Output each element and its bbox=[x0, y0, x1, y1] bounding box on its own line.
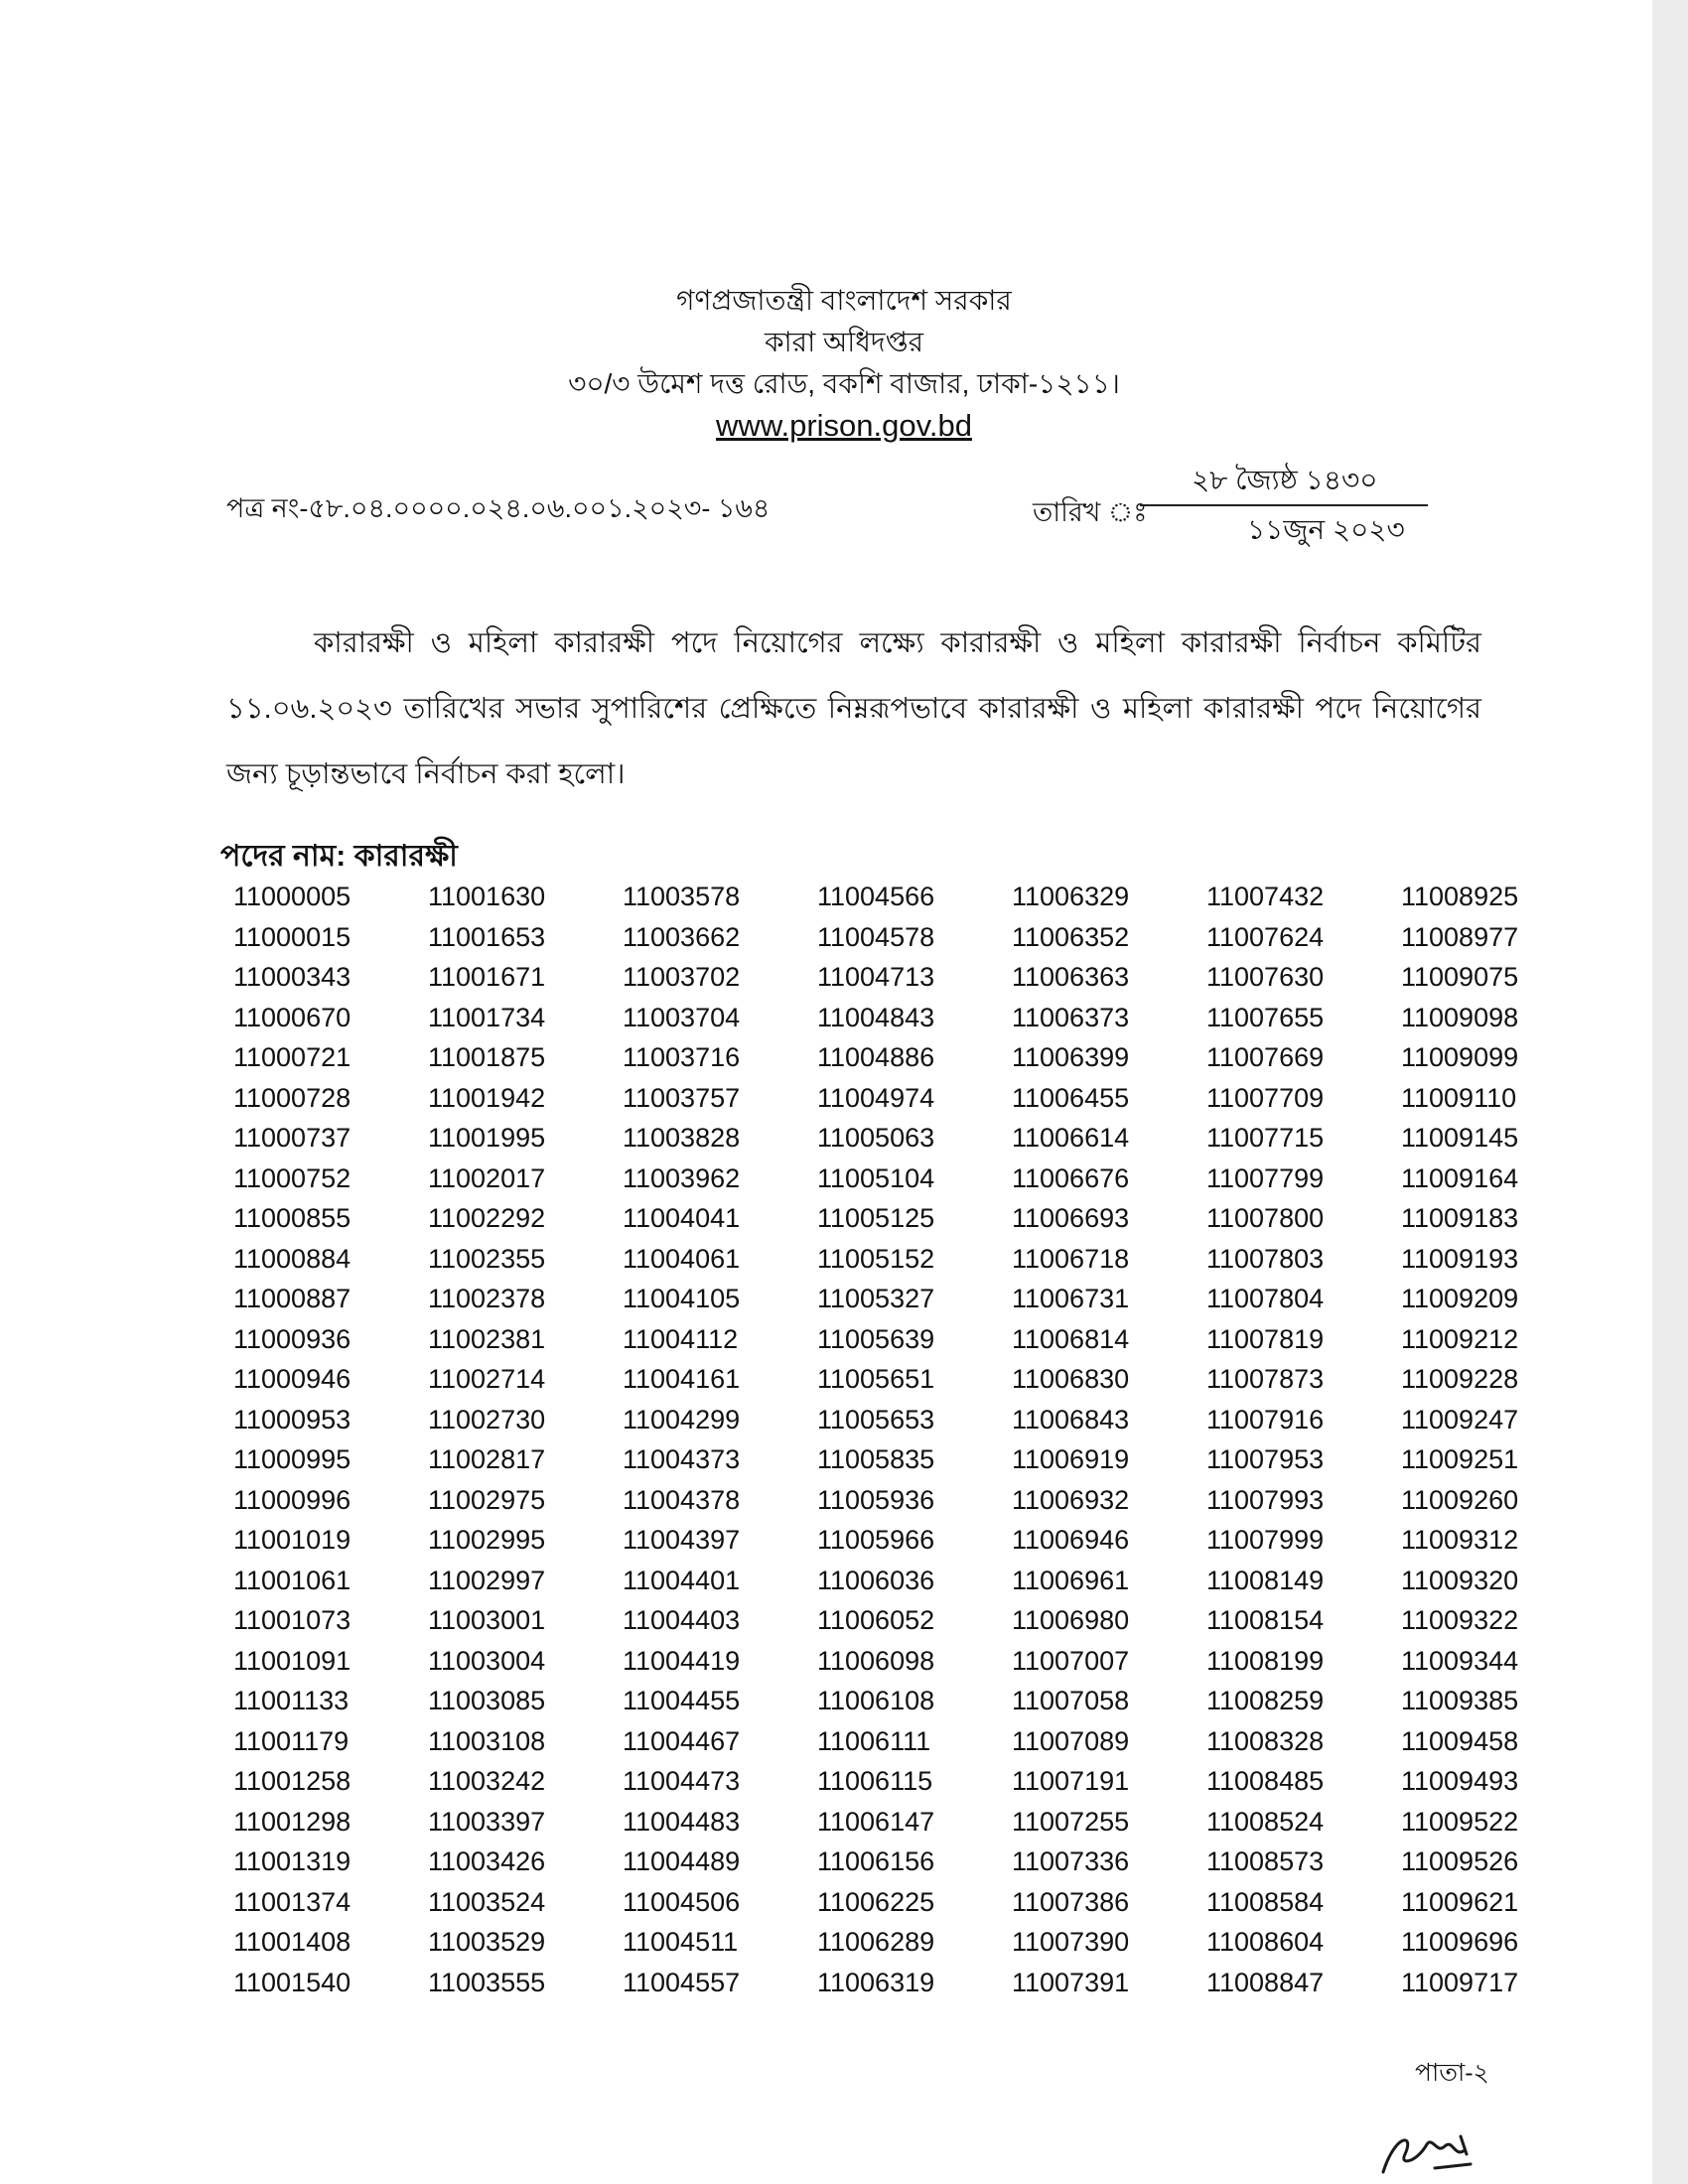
roll-number: 11000855 bbox=[233, 1203, 352, 1233]
roll-number: 11006814 bbox=[1012, 1323, 1130, 1354]
roll-number: 11006843 bbox=[1012, 1404, 1130, 1434]
roll-number: 11001298 bbox=[233, 1806, 352, 1837]
roll-number: 11007390 bbox=[1012, 1927, 1130, 1957]
roll-number: 11008154 bbox=[1206, 1605, 1325, 1635]
roll-number: 11004455 bbox=[623, 1686, 741, 1715]
roll-number: 11006961 bbox=[1012, 1565, 1130, 1595]
roll-number: 11002817 bbox=[428, 1444, 546, 1474]
roll-number: 11005835 bbox=[817, 1444, 935, 1474]
roll-number: 11006946 bbox=[1012, 1525, 1130, 1555]
roll-number: 11003962 bbox=[623, 1162, 741, 1193]
roll-number: 11006108 bbox=[817, 1686, 935, 1715]
roll-number: 11003397 bbox=[428, 1806, 546, 1837]
website-link[interactable]: www.prison.gov.bd bbox=[716, 408, 972, 443]
roll-number: 11001374 bbox=[233, 1886, 352, 1917]
roll-number: 11008847 bbox=[1206, 1967, 1325, 1997]
notice-body: কারারক্ষী ও মহিলা কারারক্ষী পদে নিয়োগের লক্ষ্যে কারারক্ষী ও মহিলা কারারক্ষী নির্বাচন কমিটির ১১.০৬.২০২৩ তারিখের সভার সুপারিশের প্রেক্ষিতে নিম্নরূপভাবে কারারক্ষী ও মহিলা কারারক্ষী পদে নিয়োগের জন্য চূড়ান্তভাবে নির্বাচন করা হলো। bbox=[226, 627, 1481, 790]
roll-number: 11006111 bbox=[817, 1725, 931, 1756]
roll-number: 11006830 bbox=[1012, 1364, 1130, 1394]
roll-number: 11004373 bbox=[623, 1444, 741, 1474]
roll-number: 11004843 bbox=[817, 1002, 935, 1032]
roll-number: 11006399 bbox=[1012, 1042, 1130, 1072]
roll-number: 11006373 bbox=[1012, 1002, 1130, 1032]
roll-number: 11003716 bbox=[623, 1042, 741, 1072]
roll-number: 11007432 bbox=[1206, 882, 1325, 911]
roll-number: 11004974 bbox=[817, 1082, 935, 1113]
roll-number: 11008259 bbox=[1206, 1686, 1325, 1715]
roll-number: 11000887 bbox=[233, 1284, 352, 1313]
date-label: তারিখ ঃ bbox=[1033, 497, 1148, 527]
roll-number: 11007800 bbox=[1206, 1203, 1325, 1233]
roll-number: 11007804 bbox=[1206, 1284, 1325, 1313]
roll-number: 11002017 bbox=[428, 1162, 546, 1193]
roll-number: 11009183 bbox=[1401, 1203, 1519, 1233]
roll-number: 11009696 bbox=[1401, 1927, 1519, 1957]
roll-number: 11007336 bbox=[1012, 1846, 1130, 1876]
roll-number: 11009322 bbox=[1401, 1605, 1519, 1635]
roll-number: 11006052 bbox=[817, 1605, 935, 1635]
roll-number: 11001653 bbox=[428, 921, 546, 952]
roll-number: 11001942 bbox=[428, 1082, 546, 1113]
roll-number: 11001019 bbox=[233, 1525, 352, 1555]
roll-number: 11007624 bbox=[1206, 921, 1325, 952]
roll-number: 11009493 bbox=[1401, 1766, 1519, 1796]
roll-number: 11009098 bbox=[1401, 1002, 1519, 1032]
roll-number: 11009209 bbox=[1401, 1284, 1519, 1313]
roll-number: 11004473 bbox=[623, 1766, 741, 1796]
roll-number: 11001091 bbox=[233, 1645, 352, 1676]
roll-number: 11009260 bbox=[1401, 1484, 1519, 1515]
roll-number: 11004419 bbox=[623, 1645, 741, 1676]
roll-number: 11008604 bbox=[1206, 1927, 1325, 1957]
roll-number: 11006329 bbox=[1012, 882, 1130, 911]
roll-number: 11004112 bbox=[623, 1323, 739, 1354]
roll-number: 11009145 bbox=[1401, 1123, 1519, 1153]
roll-number: 11004506 bbox=[623, 1886, 741, 1917]
roll-number: 11000343 bbox=[233, 962, 352, 992]
roll-number: 11004378 bbox=[623, 1484, 741, 1515]
roll-number: 11001734 bbox=[428, 1002, 546, 1032]
roll-number: 11007916 bbox=[1206, 1404, 1325, 1434]
roll-number: 11007873 bbox=[1206, 1364, 1325, 1394]
roll-number: 11009212 bbox=[1401, 1323, 1519, 1354]
roll-number: 11004566 bbox=[817, 882, 935, 911]
roll-number: 11000996 bbox=[233, 1484, 352, 1515]
roll-number: 11003085 bbox=[428, 1686, 546, 1715]
roll-number: 11007058 bbox=[1012, 1686, 1130, 1715]
roll-number: 11009526 bbox=[1401, 1846, 1519, 1876]
roll-number: 11004161 bbox=[623, 1364, 741, 1394]
roll-number: 11002355 bbox=[428, 1243, 546, 1274]
roll-number: 11007007 bbox=[1012, 1645, 1130, 1676]
roll-number: 11000737 bbox=[233, 1123, 352, 1153]
roll-number: 11001408 bbox=[233, 1927, 352, 1957]
roll-number: 11001133 bbox=[233, 1686, 350, 1715]
roll-number: 11005966 bbox=[817, 1525, 935, 1555]
roll-number: 11003757 bbox=[623, 1082, 741, 1113]
roll-number: 11001671 bbox=[428, 962, 546, 992]
roll-number: 11001179 bbox=[233, 1725, 350, 1756]
roll-number: 11007819 bbox=[1206, 1323, 1325, 1354]
roll-number: 11006036 bbox=[817, 1565, 935, 1595]
roll-number-list bbox=[233, 877, 1596, 2002]
roll-number: 11000946 bbox=[233, 1364, 352, 1394]
roll-number: 11003242 bbox=[428, 1766, 546, 1796]
roll-number: 11006455 bbox=[1012, 1082, 1130, 1113]
roll-number: 11007191 bbox=[1012, 1766, 1130, 1796]
roll-number: 11002714 bbox=[428, 1364, 546, 1394]
roll-number: 11006932 bbox=[1012, 1484, 1130, 1515]
roll-number: 11003704 bbox=[623, 1002, 741, 1032]
roll-number: 11001540 bbox=[233, 1967, 352, 1997]
roll-number: 11006352 bbox=[1012, 921, 1130, 952]
roll-number: 11009320 bbox=[1401, 1565, 1519, 1595]
roll-number: 11004041 bbox=[623, 1203, 741, 1233]
roll-number: 11001073 bbox=[233, 1605, 352, 1635]
government-name: গণপ্রজাতন্ত্রী বাংলাদেশ সরকার bbox=[676, 285, 1012, 316]
roll-number: 11004299 bbox=[623, 1404, 741, 1434]
roll-number: 11002975 bbox=[428, 1484, 546, 1515]
roll-number: 11007255 bbox=[1012, 1806, 1130, 1837]
roll-number: 11000884 bbox=[233, 1243, 352, 1274]
roll-number: 11009075 bbox=[1401, 962, 1519, 992]
roll-number: 11003578 bbox=[623, 882, 741, 911]
roll-number: 11002378 bbox=[428, 1284, 546, 1313]
roll-number: 11007669 bbox=[1206, 1042, 1325, 1072]
date-bangla: ২৮ জ্যৈষ্ঠ ১৪৩০ bbox=[1192, 465, 1378, 495]
roll-number: 11001319 bbox=[233, 1846, 352, 1876]
roll-number: 11003001 bbox=[428, 1605, 546, 1635]
roll-number: 11005063 bbox=[817, 1123, 935, 1153]
roll-number: 11006363 bbox=[1012, 962, 1130, 992]
roll-number: 11005639 bbox=[817, 1323, 935, 1354]
roll-number: 11003108 bbox=[428, 1725, 546, 1756]
roll-number: 11003004 bbox=[428, 1645, 546, 1676]
roll-number: 11002292 bbox=[428, 1203, 546, 1233]
roll-number: 11005936 bbox=[817, 1484, 935, 1515]
roll-number: 11009312 bbox=[1401, 1525, 1519, 1555]
roll-number: 11004489 bbox=[623, 1846, 741, 1876]
roll-number: 11009099 bbox=[1401, 1042, 1519, 1072]
roll-number: 11003529 bbox=[428, 1927, 546, 1957]
roll-number: 11005651 bbox=[817, 1364, 935, 1394]
roll-number: 11006289 bbox=[817, 1927, 935, 1957]
roll-number: 11005125 bbox=[817, 1203, 935, 1233]
roll-number: 11005653 bbox=[817, 1404, 935, 1434]
roll-number: 11006676 bbox=[1012, 1162, 1130, 1193]
roll-number: 11000936 bbox=[233, 1323, 352, 1354]
roll-number: 11009522 bbox=[1401, 1806, 1519, 1837]
roll-number: 11009344 bbox=[1401, 1645, 1519, 1676]
date-divider bbox=[1140, 504, 1428, 506]
roll-number: 11001258 bbox=[233, 1766, 352, 1796]
roll-number: 11005152 bbox=[817, 1243, 935, 1274]
page-number: পাতা-২ bbox=[1415, 2059, 1489, 2087]
roll-number: 11004578 bbox=[817, 921, 935, 952]
roll-number: 11000670 bbox=[233, 1002, 352, 1032]
roll-number: 11004557 bbox=[623, 1967, 741, 1997]
roll-number: 11003524 bbox=[428, 1886, 546, 1917]
roll-number: 11009621 bbox=[1401, 1886, 1519, 1917]
roll-number: 11005327 bbox=[817, 1284, 935, 1313]
roll-number: 11002381 bbox=[428, 1323, 546, 1354]
roll-number: 11008328 bbox=[1206, 1725, 1325, 1756]
roll-number: 11006098 bbox=[817, 1645, 935, 1676]
roll-number: 11009110 bbox=[1401, 1082, 1517, 1113]
roll-number: 11009247 bbox=[1401, 1404, 1519, 1434]
roll-number: 11000953 bbox=[233, 1404, 352, 1434]
department-name: কারা অধিদপ্তর bbox=[764, 327, 924, 357]
roll-number: 11003555 bbox=[428, 1967, 546, 1997]
roll-number: 11004713 bbox=[817, 962, 935, 992]
roll-number: 11000015 bbox=[233, 921, 352, 952]
office-address: ৩০/৩ উমেশ দত্ত রোড, বকশি বাজার, ঢাকা-১২১১। bbox=[568, 368, 1120, 399]
roll-number: 11003702 bbox=[623, 962, 741, 992]
roll-number: 11005104 bbox=[817, 1162, 935, 1193]
roll-number: 11003662 bbox=[623, 921, 741, 952]
post-title: পদের নাম: কারারক্ষী bbox=[220, 840, 458, 873]
roll-number: 11007630 bbox=[1206, 962, 1325, 992]
roll-number: 11004511 bbox=[623, 1927, 739, 1957]
roll-number: 11006693 bbox=[1012, 1203, 1130, 1233]
roll-number: 11001061 bbox=[233, 1565, 352, 1595]
letterhead bbox=[0, 280, 1688, 447]
roll-number: 11001630 bbox=[428, 882, 546, 911]
roll-number: 11006147 bbox=[817, 1806, 935, 1837]
roll-number: 11002995 bbox=[428, 1525, 546, 1555]
roll-number: 11007655 bbox=[1206, 1002, 1325, 1032]
roll-number: 11009228 bbox=[1401, 1364, 1519, 1394]
roll-number: 11008925 bbox=[1401, 882, 1519, 911]
roll-number: 11008149 bbox=[1206, 1565, 1325, 1595]
roll-number: 11008485 bbox=[1206, 1766, 1325, 1796]
roll-number: 11004061 bbox=[623, 1243, 741, 1274]
roll-number: 11003828 bbox=[623, 1123, 741, 1153]
roll-number: 11004401 bbox=[623, 1565, 741, 1595]
roll-number: 11006614 bbox=[1012, 1123, 1130, 1153]
roll-number: 11006156 bbox=[817, 1846, 935, 1876]
roll-number: 11009164 bbox=[1401, 1162, 1519, 1193]
roll-number: 11009385 bbox=[1401, 1686, 1519, 1715]
roll-number: 11009458 bbox=[1401, 1725, 1519, 1756]
roll-number: 11000752 bbox=[233, 1162, 352, 1193]
roll-number: 11002730 bbox=[428, 1404, 546, 1434]
roll-number: 11000995 bbox=[233, 1444, 352, 1474]
roll-number: 11007391 bbox=[1012, 1967, 1130, 1997]
roll-number: 11003426 bbox=[428, 1846, 546, 1876]
roll-number: 11004483 bbox=[623, 1806, 741, 1837]
roll-number: 11008573 bbox=[1206, 1846, 1325, 1876]
roll-number: 11004886 bbox=[817, 1042, 935, 1072]
roll-number: 11008584 bbox=[1206, 1886, 1325, 1917]
roll-number: 11002997 bbox=[428, 1565, 546, 1595]
roll-number: 11006718 bbox=[1012, 1243, 1130, 1274]
roll-number: 11007089 bbox=[1012, 1725, 1130, 1756]
signature bbox=[1375, 2124, 1484, 2184]
roll-number: 11004397 bbox=[623, 1525, 741, 1555]
roll-number: 11006980 bbox=[1012, 1605, 1130, 1635]
roll-number: 11000721 bbox=[233, 1042, 352, 1072]
roll-number: 11006319 bbox=[817, 1967, 935, 1997]
roll-number: 11001875 bbox=[428, 1042, 546, 1072]
roll-number: 11008199 bbox=[1206, 1645, 1325, 1676]
roll-number: 11009193 bbox=[1401, 1243, 1519, 1274]
roll-number: 11000005 bbox=[233, 882, 352, 911]
roll-number: 11006919 bbox=[1012, 1444, 1130, 1474]
roll-number: 11008524 bbox=[1206, 1806, 1325, 1837]
roll-number: 11004403 bbox=[623, 1605, 741, 1635]
roll-number: 11000728 bbox=[233, 1082, 352, 1113]
roll-number: 11006225 bbox=[817, 1886, 935, 1917]
roll-number: 11004105 bbox=[623, 1284, 741, 1313]
roll-number: 11004467 bbox=[623, 1725, 741, 1756]
roll-number: 11007993 bbox=[1206, 1484, 1325, 1515]
date-english: ১১জুন ২০২৩ bbox=[1247, 514, 1405, 545]
roll-number: 11007799 bbox=[1206, 1162, 1325, 1193]
roll-number: 11008977 bbox=[1401, 921, 1519, 952]
roll-number: 11007999 bbox=[1206, 1525, 1325, 1555]
roll-number: 11007803 bbox=[1206, 1243, 1325, 1274]
roll-number: 11001995 bbox=[428, 1123, 546, 1153]
roll-number: 11007709 bbox=[1206, 1082, 1325, 1113]
roll-number: 11006731 bbox=[1012, 1284, 1130, 1313]
roll-number: 11009251 bbox=[1401, 1444, 1519, 1474]
roll-number: 11009717 bbox=[1401, 1967, 1519, 1997]
roll-number: 11007715 bbox=[1206, 1123, 1325, 1153]
roll-number: 11007953 bbox=[1206, 1444, 1325, 1474]
memo-number: পত্র নং-৫৮.০৪.০০০০.০২৪.০৬.০০১.২০২৩- ১৬৪ bbox=[226, 493, 771, 523]
roll-number: 11007386 bbox=[1012, 1886, 1130, 1917]
roll-number: 11006115 bbox=[817, 1766, 933, 1796]
